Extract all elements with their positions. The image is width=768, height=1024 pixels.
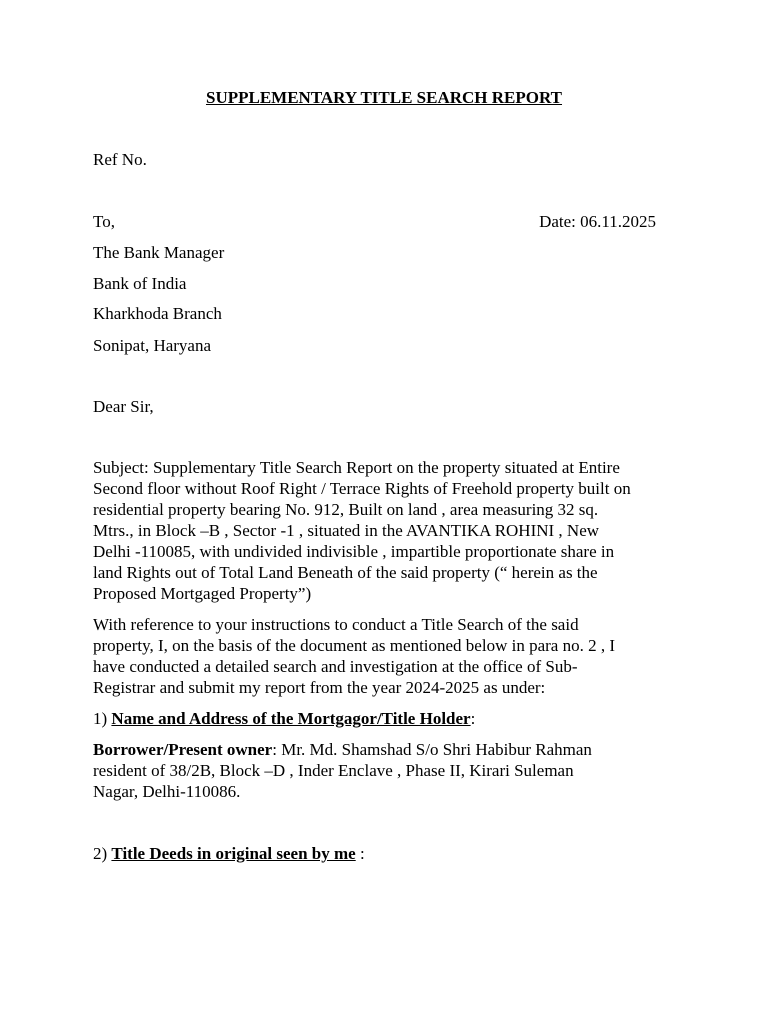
borrower-name: : Mr. Md. Shamshad S/o Shri Habibur Rahman (272, 740, 592, 759)
section-2-title: Title Deeds in original seen by me (111, 844, 356, 863)
borrower-line (93, 739, 592, 760)
subject-line: Second floor without Roof Right / Terrace Rights of Freehold property built on (93, 479, 631, 498)
section-1-suffix: : (470, 709, 476, 728)
section-1-heading (93, 708, 475, 729)
report-date: Date: 06.11.2025 (539, 212, 656, 231)
reference-line: have conducted a detailed search and investigation at the office of Sub- (93, 657, 578, 676)
to-label: To, (93, 212, 115, 231)
section-2-suffix: : (355, 844, 365, 863)
section-1-number: 1) (93, 709, 112, 728)
subject-line: residential property bearing No. 912, Built on land , area measuring 32 sq. (93, 500, 599, 519)
addressee-line-3: Kharkhoda Branch (93, 304, 222, 323)
subject-line: Delhi -110085, with undivided indivisible , impartible proportionate share in (93, 542, 615, 561)
subject-line: Mtrs., in Block –B , Sector -1 , situated in the AVANTIKA ROHINI , New (93, 521, 600, 540)
reference-line: Registrar and submit my report from the year 2024-2025 as under: (93, 678, 546, 697)
reference-line: property, I, on the basis of the document as mentioned below in para no. 2 , I (93, 636, 615, 655)
section-2-number: 2) (93, 844, 112, 863)
salutation: Dear Sir, (93, 397, 154, 416)
section-2-heading (93, 843, 365, 864)
addressee-line-4: Sonipat, Haryana (93, 336, 212, 355)
borrower-address-line: Nagar, Delhi-110086. (93, 782, 241, 801)
borrower-address-line: resident of 38/2B, Block –D , Inder Enclave , Phase II, Kirari Suleman (93, 761, 574, 780)
subject-line: land Rights out of Total Land Beneath of the said property (“ herein as the (93, 563, 598, 582)
reference-line: With reference to your instructions to conduct a Title Search of the said (93, 615, 579, 634)
addressee-line-2: Bank of India (93, 274, 187, 293)
ref-no: Ref No. (93, 150, 147, 169)
report-title: SUPPLEMENTARY TITLE SEARCH REPORT (205, 88, 563, 107)
borrower-label: Borrower/Present owner (93, 740, 273, 759)
subject-line: Proposed Mortgaged Property”) (93, 584, 312, 603)
section-1-title: Name and Address of the Mortgagor/Title Holder (111, 709, 471, 728)
addressee-line-1: The Bank Manager (93, 243, 225, 262)
subject-line: Subject: Supplementary Title Search Report on the property situated at Entire (93, 458, 620, 477)
